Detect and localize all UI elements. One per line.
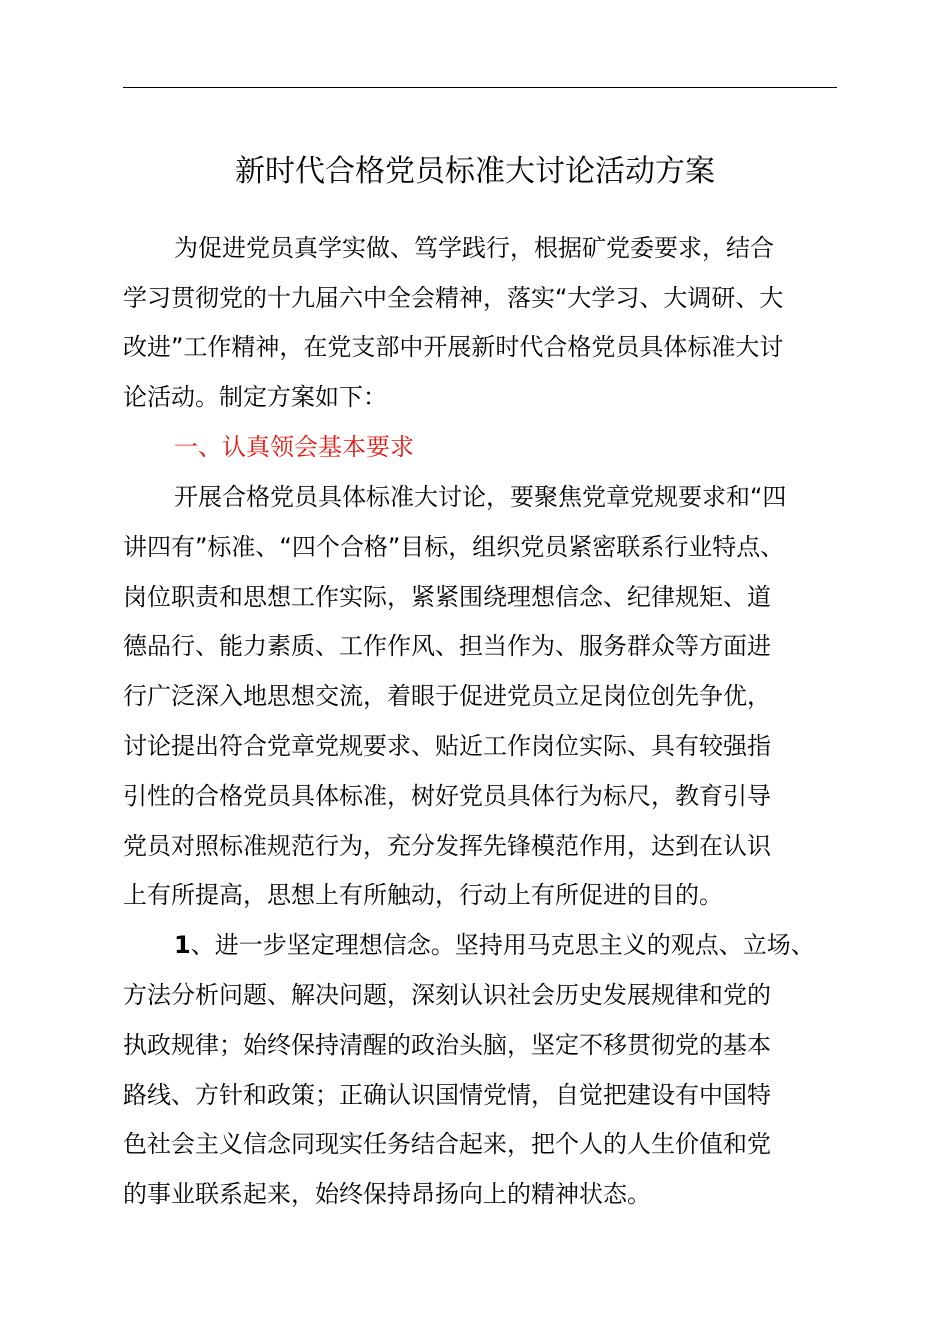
section1-line-5: 行广泛深入地思想交流，着眼于促进党员立足岗位创先争优，	[123, 682, 771, 710]
item1-line-4: 路线、方针和政策；正确认识国情党情，自觉把建设有中国特	[123, 1081, 771, 1109]
intro-line-3: 改进”工作精神，在党支部中开展新时代合格党员具体标准大讨	[123, 333, 784, 361]
item1-line-2: 方法分析问题、解决问题，深刻认识社会历史发展规律和党的	[123, 981, 771, 1009]
item1-line-5: 色社会主义信念同现实任务结合起来，把个人的人生价值和党	[123, 1130, 771, 1158]
header-rule	[123, 87, 837, 88]
section1-line-9: 上有所提高，思想上有所触动，行动上有所促进的目的。	[123, 881, 723, 909]
section1-line-2: 讲四有”标准、“四个合格”目标，组织党员紧密联系行业特点、	[123, 533, 785, 561]
item1-first-line-text: 、进一步坚定理想信念。坚持用马克思主义的观点、立场、	[190, 931, 815, 959]
section1-line-1: 开展合格党员具体标准大讨论，要聚焦党章党规要求和“四	[174, 483, 787, 511]
item1-line-1	[174, 927, 815, 963]
document-title: 新时代合格党员标准大讨论活动方案	[235, 154, 715, 189]
section1-line-6: 讨论提出符合党章党规要求、贴近工作岗位实际、具有较强指	[123, 732, 771, 760]
section1-line-7: 引性的合格党员具体标准，树好党员具体行为标尺，教育引导	[123, 782, 771, 810]
section1-line-4: 德品行、能力素质、工作作风、担当作为、服务群众等方面进	[123, 632, 771, 660]
intro-line-2: 学习贯彻党的十九届六中全会精神，落实“大学习、大调研、大	[123, 284, 784, 312]
item1-line-6: 的事业联系起来，始终保持昂扬向上的精神状态。	[123, 1180, 651, 1208]
section1-line-8: 党员对照标准规范行为，充分发挥先锋模范作用，达到在认识	[123, 832, 771, 860]
section-heading-1: 一、认真领会基本要求	[174, 433, 414, 461]
item1-line-3: 执政规律；始终保持清醒的政治头脑，坚定不移贯彻党的基本	[123, 1031, 771, 1059]
intro-line-4: 论活动。制定方案如下：	[123, 383, 387, 411]
intro-line-1: 为促进党员真学实做、笃学践行，根据矿党委要求，结合	[174, 234, 774, 262]
item1-number: 1	[174, 931, 191, 959]
section1-line-3: 岗位职责和思想工作实际，紧紧围绕理想信念、纪律规矩、道	[123, 583, 771, 611]
